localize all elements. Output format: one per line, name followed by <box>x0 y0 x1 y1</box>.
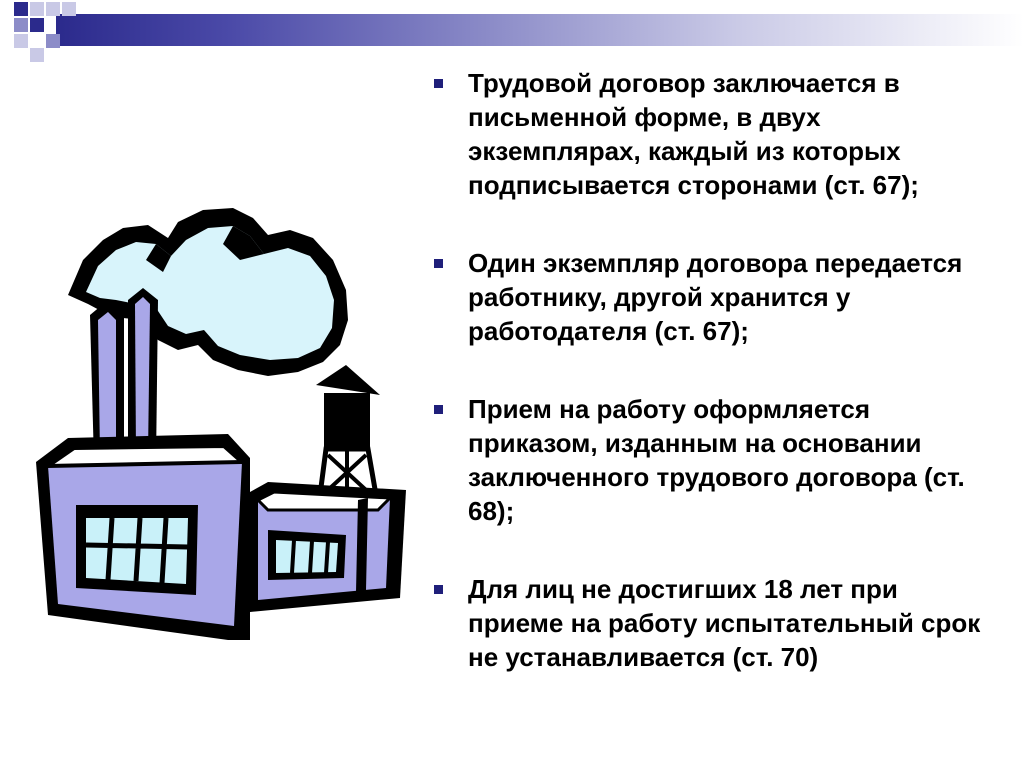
bullet-item <box>430 66 1000 202</box>
bullet-text: Прием на работу оформляется приказом, изданным на основании заключенного трудового договора (ст. 68); <box>468 394 965 526</box>
deco-square <box>14 34 28 48</box>
side-building <box>250 482 406 612</box>
bullet-text: Трудовой договор заключается в письменной форме, в двух экземплярах, каждый из которых подписывается сторонами (ст. 67); <box>468 68 919 200</box>
bullet-item <box>430 246 1000 348</box>
water-tower <box>316 365 380 495</box>
header-gradient-bar <box>56 14 1024 46</box>
square-bullet-icon <box>434 79 443 88</box>
header-decoration <box>0 0 1024 62</box>
deco-square <box>46 34 60 48</box>
deco-square <box>14 18 28 32</box>
bullet-text: Для лиц не достигших 18 лет при приеме на работу испытательный срок не устанавливается (ст. 70) <box>468 574 981 672</box>
deco-square <box>30 2 44 16</box>
deco-square <box>14 2 28 16</box>
bullet-item <box>430 572 1000 674</box>
bullet-item <box>430 392 1000 528</box>
deco-square <box>46 2 60 16</box>
deco-square <box>30 18 44 32</box>
main-building <box>36 434 250 640</box>
bullet-text: Один экземпляр договора передается работнику, другой хранится у работодателя (ст. 67); <box>468 248 963 346</box>
square-bullet-icon <box>434 585 443 594</box>
bullet-list <box>430 66 1000 718</box>
square-bullet-icon <box>434 259 443 268</box>
deco-square <box>62 2 76 16</box>
factory-icon <box>28 200 418 640</box>
deco-square <box>30 48 44 62</box>
square-bullet-icon <box>434 405 443 414</box>
